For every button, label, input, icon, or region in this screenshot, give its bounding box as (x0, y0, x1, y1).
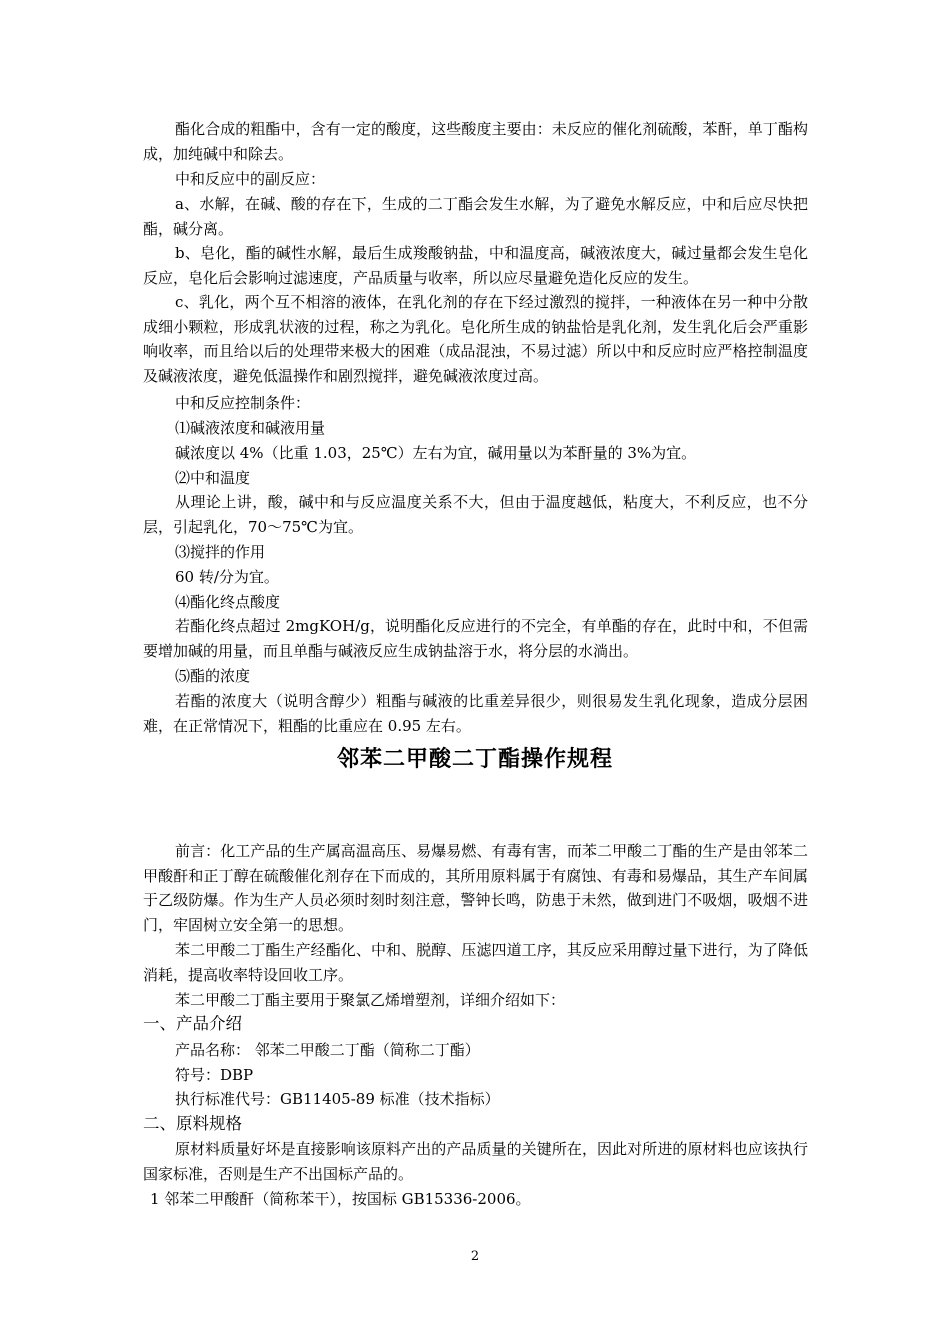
paragraph-ester-concentration: 若酯的浓度大（说明含醇少）粗酯与碱液的比重差异很少，则很易发生乳化现象，造成分层困难，在正常情况下，粗酯的比重应在 0.95 左右。 (143, 692, 808, 735)
paragraph-preface: 前言：化工产品的生产属高温高压、易爆易燃、有毒有害，而苯二甲酸二丁酯的生产是由邻苯二甲酸酐和正丁醇在硫酸催化剂存在下而成的，其所用原料属于有腐蚀、有毒和易爆品，其生产车间属于乙级防爆。作为生产人员必须时刻时刻注意，警钟长鸣，防患于未然，做到进门不吸烟，吸烟不进门，牢固树立安全第一的思想。 (143, 842, 808, 934)
paragraph-saponification: b、皂化，酯的碱性水解，最后生成羧酸钠盐，中和温度高，碱液浓度大，碱过量都会发生皂化反应，皂化后会影响过滤速度，产品质量与收率，所以应尽量避免造化反应的发生。 (143, 244, 808, 287)
paragraph-emulsification: c、乳化，两个互不相溶的液体，在乳化剂的存在下经过激烈的搅拌，一种液体在另一种中分散成细小颗粒，形成乳状液的过程，称之为乳化。皂化所生成的钠盐恰是乳化剂，发生乳化后会严重影响收率，而且给以后的处理带来极大的困难（成品混浊，不易过滤）所以中和反应时应严格控制温度及碱液浓度，避免低温操作和剧烈搅拌，避免碱液浓度过高。 (143, 293, 808, 385)
page-number: 2 (470, 1249, 480, 1264)
paragraph-control-conditions: 中和反应控制条件： (175, 394, 311, 412)
item-ester-concentration: ⑸酯的浓度 (175, 667, 251, 685)
section-heading-product: 一、产品介绍 (143, 1014, 242, 1033)
raw-material-item-1: 1 邻苯二甲酸酐（简称苯干），按国标 GB15336-2006。 (150, 1190, 531, 1208)
paragraph-stirring: 60 转/分为宜。 (175, 568, 279, 586)
paragraph-endpoint-acidity: 若酯化终点超过 2mgKOH/g，说明酯化反应进行的不完全，有单酯的存在，此时中和，不但需要增加碱的用量，而且单酯与碱液反应生成钠盐溶于水，将分层的水淌出。 (143, 617, 808, 660)
section-heading-raw-materials: 二、原料规格 (143, 1114, 242, 1133)
product-name: 产品名称： 邻苯二甲酸二丁酯（简称二丁酯） (175, 1041, 480, 1059)
document-title: 邻苯二甲酸二丁酯操作规程 (336, 746, 613, 772)
paragraph-hydrolysis: a、水解，在碱、酸的存在下，生成的二丁酯会发生水解，为了避免水解反应，中和后应尽快把酯，碱分离。 (143, 195, 808, 238)
item-stirring: ⑶搅拌的作用 (175, 543, 266, 561)
item-alkali-concentration: ⑴碱液浓度和碱液用量 (175, 419, 326, 437)
product-standard: 执行标准代号：GB11405-89 标准（技术指标） (175, 1090, 500, 1108)
paragraph-side-reactions-heading: 中和反应中的副反应： (175, 170, 326, 188)
paragraph-neutralization-temperature: 从理论上讲，酸，碱中和与反应温度关系不大，但由于温度越低，粘度大，不利反应，也不分层，引起乳化，70～75℃为宜。 (143, 493, 808, 536)
item-endpoint-acidity: ⑷酯化终点酸度 (175, 593, 281, 611)
paragraph-usage: 苯二甲酸二丁酯主要用于聚氯乙烯增塑剂，详细介绍如下： (175, 991, 566, 1009)
product-symbol: 符号：DBP (175, 1066, 254, 1084)
paragraph-crude-ester-acidity: 酯化合成的粗酯中，含有一定的酸度，这些酸度主要由：未反应的催化剂硫酸，苯酐，单丁酯构成，加纯碱中和除去。 (143, 120, 808, 163)
paragraph-process-steps: 苯二甲酸二丁酯生产经酯化、中和、脱醇、压滤四道工序，其反应采用醇过量下进行，为了降低消耗，提高收率特设回收工序。 (143, 941, 808, 984)
item-neutralization-temperature: ⑵中和温度 (175, 469, 251, 487)
paragraph-raw-material-quality: 原材料质量好坏是直接影响该原料产出的产品质量的关键所在，因此对所进的原材料也应该执行国家标准，否则是生产不出国标产品的。 (143, 1140, 808, 1183)
paragraph-alkali-concentration: 碱浓度以 4%（比重 1.03，25℃）左右为宜，碱用量以为苯酐量的 3%为宜。 (175, 444, 697, 462)
